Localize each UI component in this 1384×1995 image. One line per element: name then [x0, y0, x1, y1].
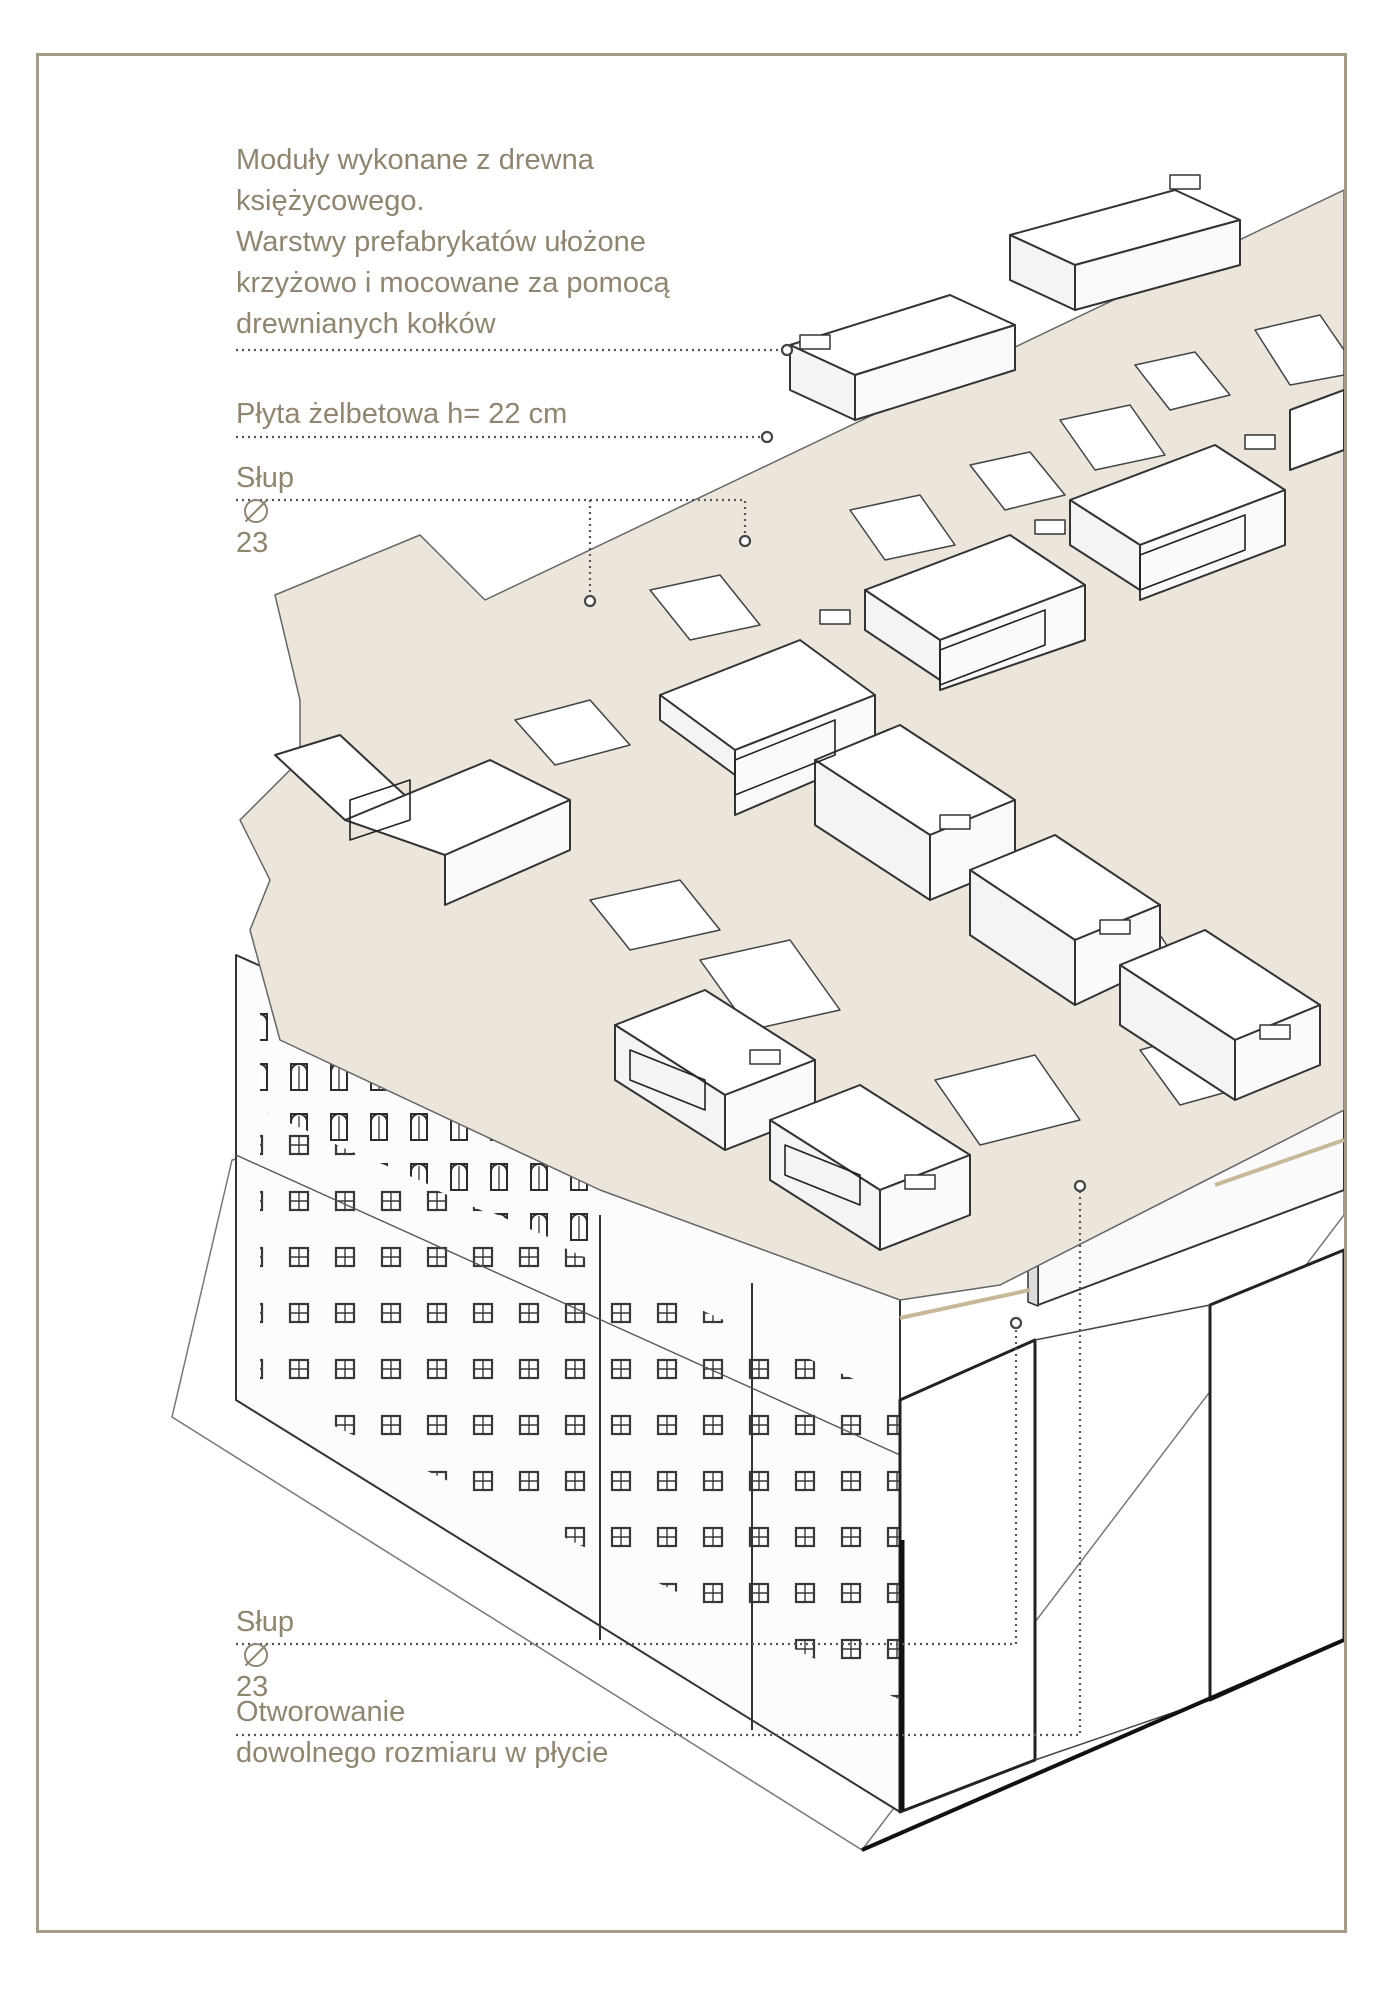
- label-slab-text: Płyta żelbetowa h= 22 cm: [236, 398, 568, 430]
- label-modules-line-5: drewnianych kołków: [236, 308, 496, 340]
- corner-facade: [900, 1340, 1035, 1812]
- label-column-bottom-prefix: Słup: [236, 1606, 295, 1638]
- label-modules-line-2: księżycowego.: [236, 185, 425, 217]
- label-opening-line-1: Otworowanie: [236, 1696, 406, 1728]
- label-opening: [236, 1692, 608, 1774]
- lower-right-panel: [1210, 1250, 1344, 1700]
- label-column-top-prefix: Słup: [236, 462, 295, 494]
- label-column-bottom-value: 23: [236, 1671, 269, 1703]
- label-modules-line-4: krzyżowo i mocowane za pomocą: [236, 267, 670, 299]
- label-modules: [236, 140, 670, 345]
- label-modules-line-1: Moduły wykonane z drewna: [236, 144, 594, 176]
- label-modules-line-3: Warstwy prefabrykatów ułożone: [236, 226, 646, 258]
- label-opening-line-2: dowolnego rozmiaru w płycie: [236, 1737, 609, 1769]
- diameter-icon: [244, 1643, 268, 1667]
- label-column-top-value: 23: [236, 527, 269, 559]
- label-slab: [236, 394, 567, 435]
- label-column-top: [236, 458, 294, 564]
- diameter-icon: [244, 499, 268, 523]
